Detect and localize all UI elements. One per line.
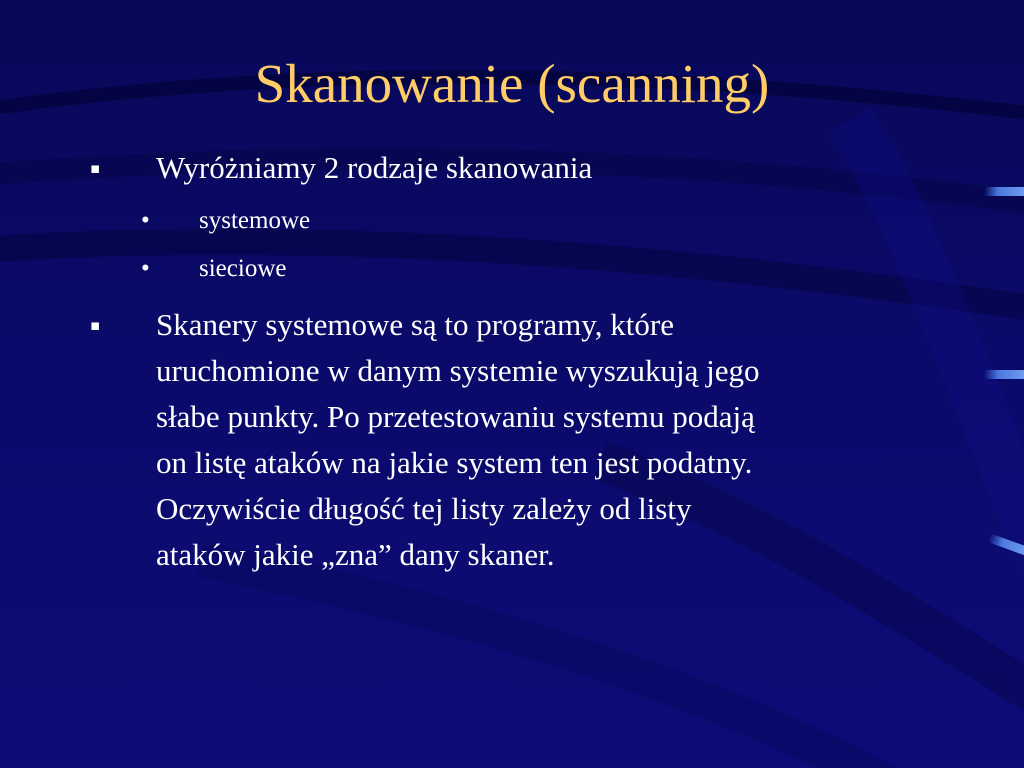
bullet-text-line: uruchomione w danym systemie wyszukują jego <box>156 353 760 388</box>
bullet-text-line: on listę ataków na jakie system ten jest podatny. <box>156 445 753 480</box>
bullet-text-line: ataków jakie „zna” dany skaner. <box>156 537 555 572</box>
bullet-item <box>90 145 956 191</box>
square-bullet-icon: ▪ <box>90 316 101 334</box>
dot-bullet-icon: • <box>141 207 150 234</box>
bullet-text-line: Skanery systemowe są to programy, które <box>156 307 674 342</box>
sub-bullet-text: systemowe <box>199 207 311 234</box>
bullet-text: Wyróżniamy 2 rodzaje skanowania <box>156 150 593 185</box>
bullet-text-line: słabe punkty. Po przetestowaniu systemu podają <box>156 399 755 434</box>
square-bullet-icon: ▪ <box>90 159 101 177</box>
bullet-item <box>90 302 956 578</box>
sub-bullet-text: sieciowe <box>199 255 287 282</box>
slide-title: Skanowanie (scanning) <box>254 53 770 114</box>
sub-bullet-item <box>141 203 799 239</box>
dot-bullet-icon: • <box>141 255 150 282</box>
sub-bullet-item <box>141 251 799 287</box>
bullet-text-line: Oczywiście długość tej listy zależy od listy <box>156 491 692 526</box>
